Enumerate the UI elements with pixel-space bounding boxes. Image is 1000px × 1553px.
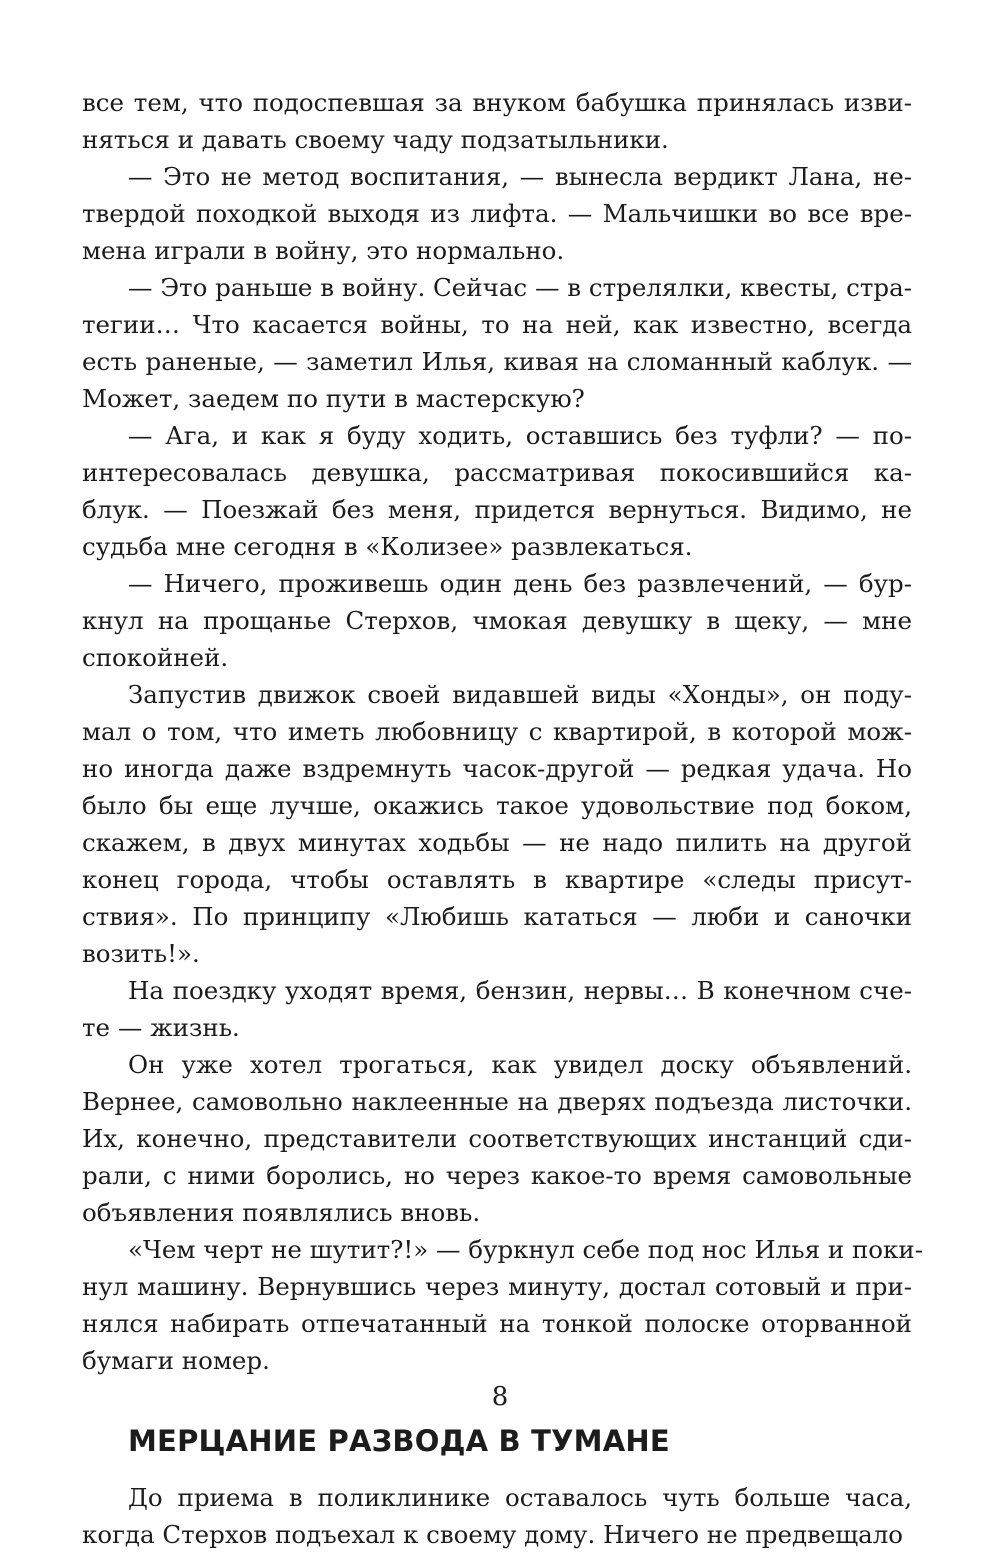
book-page	[82, 84, 923, 1553]
line-text: Может, заедем по пути в мастерскую?	[82, 384, 585, 413]
paragraph	[82, 565, 912, 676]
chapter-heading: МЕРЦАНИЕ РАЗВОДА В ТУМАНЕ	[128, 1424, 670, 1458]
text-line	[82, 1268, 912, 1305]
text-line	[82, 491, 912, 528]
text-line	[82, 898, 912, 935]
page-number: 8	[491, 1382, 509, 1412]
line-text: — Ага, и как я буду ходить, оставшись без туфли? — по-	[128, 421, 912, 450]
text-line	[82, 935, 912, 972]
paragraph	[82, 84, 912, 158]
text-line	[82, 380, 912, 417]
line-text: мал о том, что иметь любовницу с квартирой, в которой мож-	[82, 717, 912, 746]
paragraph	[82, 1479, 912, 1553]
line-text: — Это не метод воспитания, — вынесла вердикт Лана, не-	[128, 162, 912, 191]
text-line	[82, 269, 912, 306]
paragraph	[82, 1046, 912, 1231]
text-line	[82, 713, 912, 750]
line-text: спокойней.	[82, 643, 229, 672]
line-text: На поездку уходят время, бензин, нервы… В конечном сче-	[128, 976, 912, 1005]
text-line	[82, 1120, 912, 1157]
line-text: интересовалась девушка, рассматривая покосившийся ка-	[82, 458, 912, 487]
line-text: есть раненые, — заметил Илья, кивая на сломанный каблук. —	[82, 347, 912, 376]
text-line	[82, 1342, 912, 1379]
paragraph	[82, 1231, 923, 1379]
body-text-after-heading	[82, 1479, 912, 1553]
text-line	[82, 1157, 912, 1194]
line-text: Запустив движок своей видавшей виды «Хонды», он поду-	[128, 680, 912, 709]
line-text: До приема в поликлинике оставалось чуть больше часа,	[128, 1483, 912, 1512]
text-line	[82, 121, 912, 158]
line-text: мена играли в войну, это нормально.	[82, 236, 565, 265]
text-line	[82, 824, 912, 861]
text-line	[82, 676, 912, 713]
text-line	[82, 1231, 923, 1268]
text-line	[82, 639, 912, 676]
text-line	[82, 454, 912, 491]
text-line	[82, 158, 912, 195]
line-text: Вернее, самовольно наклеенные на дверях подъезда листочки.	[82, 1087, 912, 1116]
line-text: все тем, что подоспевшая за внуком бабушка принялась изви-	[82, 88, 912, 117]
text-line	[82, 861, 912, 898]
line-text: бумаги номер.	[82, 1346, 270, 1375]
line-text: Он уже хотел трогаться, как увидел доску объявлений.	[128, 1050, 912, 1079]
paragraph	[82, 417, 912, 565]
text-line	[82, 1083, 912, 1120]
text-line	[82, 417, 912, 454]
line-text: няться и давать своему чаду подзатыльники.	[82, 125, 669, 154]
line-text: нул машину. Вернувшись через минуту, достал сотовый и при-	[82, 1272, 912, 1301]
text-line	[82, 232, 912, 269]
line-text: те — жизнь.	[82, 1013, 240, 1042]
line-text: нялся набирать отпечатанный на тонкой полоске оторванной	[82, 1309, 912, 1338]
text-line	[82, 84, 912, 121]
body-text	[82, 84, 923, 1379]
line-text: но иногда даже вздремнуть часок-другой — редкая удача. Но	[82, 754, 912, 783]
line-text: конец города, чтобы оставлять в квартире «следы присут-	[82, 865, 912, 894]
text-line	[82, 1046, 912, 1083]
line-text: тегии… Что касается войны, то на ней, как известно, всегда	[82, 310, 912, 339]
text-line	[82, 1305, 912, 1342]
text-line	[82, 528, 912, 565]
line-text: Их, конечно, представители соответствующих инстанций сди-	[82, 1124, 912, 1153]
line-text: рали, с ними боролись, но через какое-то время самовольные	[82, 1161, 912, 1190]
text-line	[82, 306, 912, 343]
text-line	[82, 750, 912, 787]
text-line	[82, 1479, 912, 1516]
line-text: возить!».	[82, 939, 200, 968]
text-line	[82, 1516, 912, 1553]
line-text: кнул на прощанье Стерхов, чмокая девушку в щеку, — мне	[82, 606, 912, 635]
text-line	[82, 1194, 912, 1231]
line-text: скажем, в двух минутах ходьбы — не надо пилить на другой	[82, 828, 912, 857]
paragraph	[82, 158, 912, 269]
line-text: — Ничего, проживешь один день без развлечений, — бур-	[128, 569, 912, 598]
line-text: — Это раньше в войну. Сейчас — в стрелялки, квесты, стра-	[128, 273, 912, 302]
line-text: было бы еще лучше, окажись такое удовольствие под боком,	[82, 791, 912, 820]
paragraph	[82, 269, 912, 417]
text-line	[82, 343, 912, 380]
paragraph	[82, 676, 912, 972]
line-text: судьба мне сегодня в «Колизее» развлекаться.	[82, 532, 693, 561]
text-line	[82, 195, 912, 232]
line-text: блук. — Поезжай без меня, придется вернуться. Видимо, не	[82, 495, 912, 524]
line-text: «Чем черт не шутит?!» — буркнул себе под нос Илья и поки-	[128, 1235, 923, 1264]
text-line	[82, 787, 912, 824]
line-text: ствия». По принципу «Любишь кататься — люби и саночки	[82, 902, 912, 931]
paragraph	[82, 972, 912, 1046]
text-line	[82, 972, 912, 1009]
text-line	[82, 602, 912, 639]
text-line	[82, 565, 912, 602]
line-text: твердой походкой выходя из лифта. — Мальчишки во все вре-	[82, 199, 912, 228]
line-text: когда Стерхов подъехал к своему дому. Ничего не предвещало	[82, 1520, 904, 1549]
line-text: объявления появлялись вновь.	[82, 1198, 481, 1227]
text-line	[82, 1009, 912, 1046]
